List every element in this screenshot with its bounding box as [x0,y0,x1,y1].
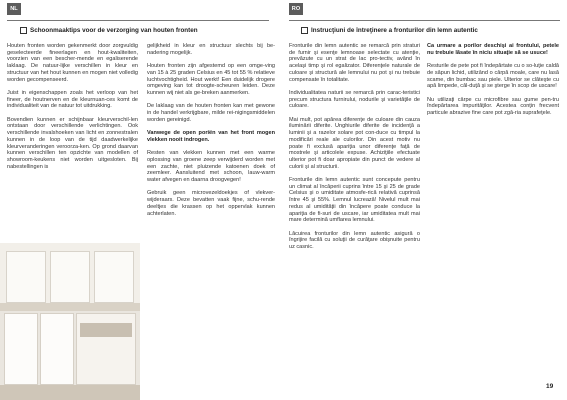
paragraph: Juist in eigenschappen zoals het verloop van het fineer, de houtnerven en de kleurnuan-ces komt de individualiteit van de natuur tot uitdrukking. [7,89,138,110]
language-badge-ro: RO [289,3,303,15]
checkbox-square-icon [301,27,308,34]
paragraph: De laklaag van de houten fronten kan met gewone in de handel verkrijgbare, milde rei-nigingsmiddelen worden gereinigd. [147,103,275,123]
paragraph: Resten van vlekken kunnen met een warme oplossing van groene zeep verwijderd worden met een zachte, niet pluizende katoenen doek of zeemleer. Aansluitend met schoon, lauw-warm water afvegen en daarna droogvegen! [147,150,275,183]
section-title-ro: Instrucţiuni de întreţinere a fronturilor din lemn autentic [311,27,478,34]
paragraph: Resturile de pete pot fi îndepărtate cu o so-luţie caldă de săpun lichid, utilizând o cârpă moale, care nu lasă scame, din bumbac sau piele. Ulterior se clăteşte cu apă limpede, căl-duţă şi se şterge în scop de uscare! [427,63,559,90]
section-heading-nl [20,26,260,35]
paragraph: Gebruik geen microvezeldoekjes of vlekver-wijderaars. Deze bevatten vaak fijne, schu-rende deeltjes die krassen op het oppervlak kunnen achterlaten. [147,190,275,217]
section-heading-ro [301,26,559,35]
bold-paragraph: Ca urmare a porilor deschişi ai frontului, petele nu trebuie lăsate în niciu situaţie să se usuce! [427,43,559,56]
paragraph: Houten fronten worden gekenmerkt door zorgvuldig geselecteerde fineerlagen en hout-kwaliteiten, voorzien van een bescher-mende en egaliserende laklaag. De natuur-lijke verschillen in kleur en structuur van het hout kunnen en mogen niet volledig worden gecompenseerd. [7,43,138,83]
paragraph: Bovendien kunnen er schijnbaar kleurverschil-len ontstaan door verschillende verlichtingen. Ook verschillende invalshoeken van licht en zonnestralen kunnen in de loop van de tijd daadwerkelijke kleurveranderingen veroorza-ken. Op grond daarvan kunnen verschillen ten opzichte van modellen of showroom-keukens niet worden uitgesloten. Bij nabestellingen is [7,116,138,170]
paragraph: Fronturile din lemn autentic se remarcă prin straturi de furnir şi esenţe lemnoase selectate cu atenţie, prevăzute cu un strat de lac pro-tectiv, având în acelaşi timp şi rol egalizator. Diferenţele naturale de culoare şi structură ale lemnului nu pot şi nu trebuie compensate în totalitate. [289,43,420,83]
checkbox-square-icon [20,27,27,34]
divider-left [7,20,269,21]
paragraph: gelijkheid in kleur en structuur slechts bij be-nadering mogelijk. [147,43,275,56]
page-number: 19 [546,383,554,390]
paragraph: Nu utilizaţi cârpe cu microfibre sau gume pen-tru îndepărtarea impurităţilor. Acestea conţin frecvent particule abrazive fine care pot zgâ-ria suprafeţele. [427,96,559,116]
text-column-4 [427,43,559,123]
paragraph: Houten fronten zijn afgestemd op een omge-ving van 15 à 25 graden Celsius en 45 tot 55 % relatieve luchtvochtigheid. Hout werkt! Een duidelijk drogere omgeving kan tot droogte-scheuren leiden. Deze kunnen wij niet als ge-breken aanmerken. [147,63,275,96]
bold-paragraph: Vanwege de open poriën van het front mogen vlekken nooit indrogen. [147,130,275,143]
paragraph: Lăcuirea fronturilor din lemn autentic asigură o îngrijire facilă cu soluţii de curăţare obişnuite pentru uz casnic. [289,230,420,251]
section-title-nl: Schoonmaaktips voor de verzorging van houten fronten [30,27,198,34]
language-badge-nl: NL [7,3,21,15]
divider-right [289,20,560,21]
paragraph: Mai mult, pot apărea diferenţe de culoare din cauza iluminării diferite. Unghiurile diferite de incidenţă a luminii şi a razelor solare pot con-duce cu timpul la modificări reale ale culorilor. Din acest motiv nu poate fi exclusă apariţia unor diferenţe faţă de mostrele şi articolele expuse. Achiziţiile efectuate ulterior pot fi doar apropiate din punct de vedere al culorii şi al structurii. [289,116,420,170]
paragraph: Individualitatea naturii se remarcă prin carac-teristici precum structura furnirului, nodurile şi varietăţile de culoare. [289,89,420,110]
text-column-1 [7,43,138,177]
paragraph: Fronturile din lemn autentic sunt concepute pentru un climat al încăperii cuprins între 15 şi 25 de grade Celsius şi o umiditate atmosfe-rică relativă cuprinsă între 45 şi 55%. Lemnul lucrează! Nivelul mult mai redus al umidităţii din încăpere poate conduce la apariţia de fi-suri de uscare, iar umiditatea mult mai mare determină umflarea lemnului. [289,177,420,224]
text-column-2 [147,43,275,224]
text-column-3 [289,43,420,257]
kitchen-photo [0,243,140,400]
